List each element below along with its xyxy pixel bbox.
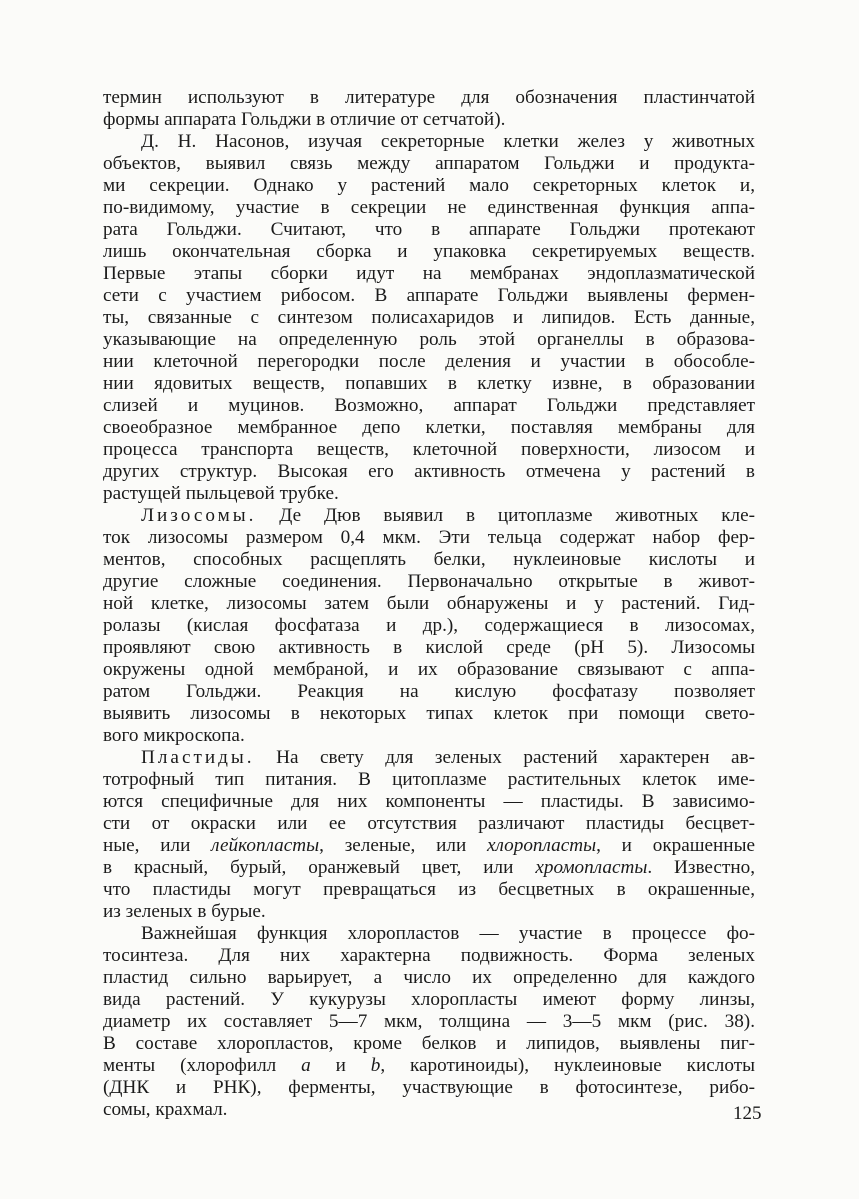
text-line: ты, связанные с синтезом полисахаридов и липидов. Есть данные, <box>103 307 755 328</box>
text-line-heading-lysosomes: Лизосомы. Де Дюв выявил в цитоплазме животных кле- <box>141 505 755 526</box>
body-text <box>103 87 755 1121</box>
text-line: сомы, крахмал. <box>103 1099 228 1120</box>
text-line: объектов, выявил связь между аппаратом Гольджи и продукта- <box>103 153 755 174</box>
text-line: тосинтеза. Для них характерна подвижность. Форма зеленых <box>103 945 755 966</box>
text-line: пластид сильно варьирует, а число их определенно для каждого <box>103 967 755 988</box>
text-line: своеобразное мембранное депо клетки, поставляя мембраны для <box>103 417 755 438</box>
text-line: указывающие на определенную роль этой органеллы в образова- <box>103 329 755 350</box>
text-line-pigments: менты (хлорофилл a и b, каротиноиды), нуклеиновые кислоты <box>103 1055 755 1076</box>
text-line: термин используют в литературе для обозначения пластинчатой <box>103 87 755 108</box>
text-line-chromoplasts: в красный, бурый, оранжевый цвет, или хромопласты. Известно, <box>103 857 755 878</box>
text-line: проявляют свою активность в кислой среде (pH 5). Лизосомы <box>103 637 755 658</box>
text-line: по-видимому, участие в секреции не единственная функция аппа- <box>103 197 755 218</box>
text-line: В составе хлоропластов, кроме белков и липидов, выявлены пиг- <box>103 1033 755 1054</box>
text-line: нии клеточной перегородки после деления и участии в обособле- <box>103 351 755 372</box>
text-line: ратом Гольджи. Реакция на кислую фосфатазу позволяет <box>103 681 755 702</box>
paragraph-chloroplasts <box>103 923 755 1121</box>
paragraph-golgi-function <box>103 131 755 505</box>
text-line: нии ядовитых веществ, попавших в клетку извне, в образовании <box>103 373 755 394</box>
text-line: (ДНК и РНК), ферменты, участвующие в фотосинтезе, рибо- <box>103 1077 755 1098</box>
text-line: сти от окраски или ее отсутствия различают пластиды бесцвет- <box>103 813 755 834</box>
text-line: ной клетке, лизосомы затем были обнаружены и у растений. Гид- <box>103 593 755 614</box>
paragraph-plastids <box>103 747 755 923</box>
text-line: из зеленых в бурые. <box>103 901 266 922</box>
text-line: окружены одной мембраной, и их образование связывают с аппа- <box>103 659 755 680</box>
text-line: формы аппарата Гольджи в отличие от сетчатой). <box>103 109 506 130</box>
text-line: рата Гольджи. Считают, что в аппарате Гольджи протекают <box>103 219 755 240</box>
text-line-leucoplasts: ные, или лейкопласты, зеленые, или хлоропласты, и окрашенные <box>103 835 755 856</box>
text-line: слизей и муцинов. Возможно, аппарат Гольджи представляет <box>103 395 755 416</box>
text-line: тотрофный тип питания. В цитоплазме растительных клеток име- <box>103 769 755 790</box>
text-line: Важнейшая функция хлоропластов — участие в процессе фо- <box>141 923 755 944</box>
text-line: ются специфичные для них компоненты — пластиды. В зависимо- <box>103 791 755 812</box>
text-line: растущей пыльцевой трубке. <box>103 483 339 504</box>
text-line: диаметр их составляет 5—7 мкм, толщина — 3—5 мкм (рис. 38). <box>103 1011 755 1032</box>
text-line: Первые этапы сборки идут на мембранах эндоплазматической <box>103 263 755 284</box>
text-line: вида растений. У кукурузы хлоропласты имеют форму линзы, <box>103 989 755 1010</box>
section-term-lysosomes: Лизосомы. <box>141 505 257 526</box>
text-line: что пластиды могут превращаться из бесцветных в окрашенные, <box>103 879 755 900</box>
text-line: процесса транспорта веществ, клеточной поверхности, лизосом и <box>103 439 755 460</box>
page-number: 125 <box>733 1103 762 1124</box>
text-line: ми секреции. Однако у растений мало секреторных клеток и, <box>103 175 755 196</box>
text-line: ментов, способных расщеплять белки, нуклеиновые кислоты и <box>103 549 755 570</box>
text-line: ток лизосомы размером 0,4 мкм. Эти тельца содержат набор фер- <box>103 527 755 548</box>
text-line: Д. Н. Насонов, изучая секреторные клетки желез у животных <box>141 131 755 152</box>
text-line-heading-plastids: Пластиды. На свету для зеленых растений характерен ав- <box>141 747 755 768</box>
section-term-plastids: Пластиды. <box>141 747 255 768</box>
text-line: лишь окончательная сборка и упаковка секретируемых веществ. <box>103 241 755 262</box>
text-line: других структур. Высокая его активность отмечена у растений в <box>103 461 755 482</box>
text-line: другие сложные соединения. Первоначально открытые в живот- <box>103 571 755 592</box>
text-line: вого микроскопа. <box>103 725 245 746</box>
text-line: сети с участием рибосом. В аппарате Гольджи выявлены фермен- <box>103 285 755 306</box>
text-line: выявить лизосомы в некоторых типах клеток при помощи свето- <box>103 703 755 724</box>
text-line: ролазы (кислая фосфатаза и др.), содержащиеся в лизосомах, <box>103 615 755 636</box>
paragraph-lysosomes <box>103 505 755 747</box>
paragraph-golgi-term <box>103 87 755 131</box>
